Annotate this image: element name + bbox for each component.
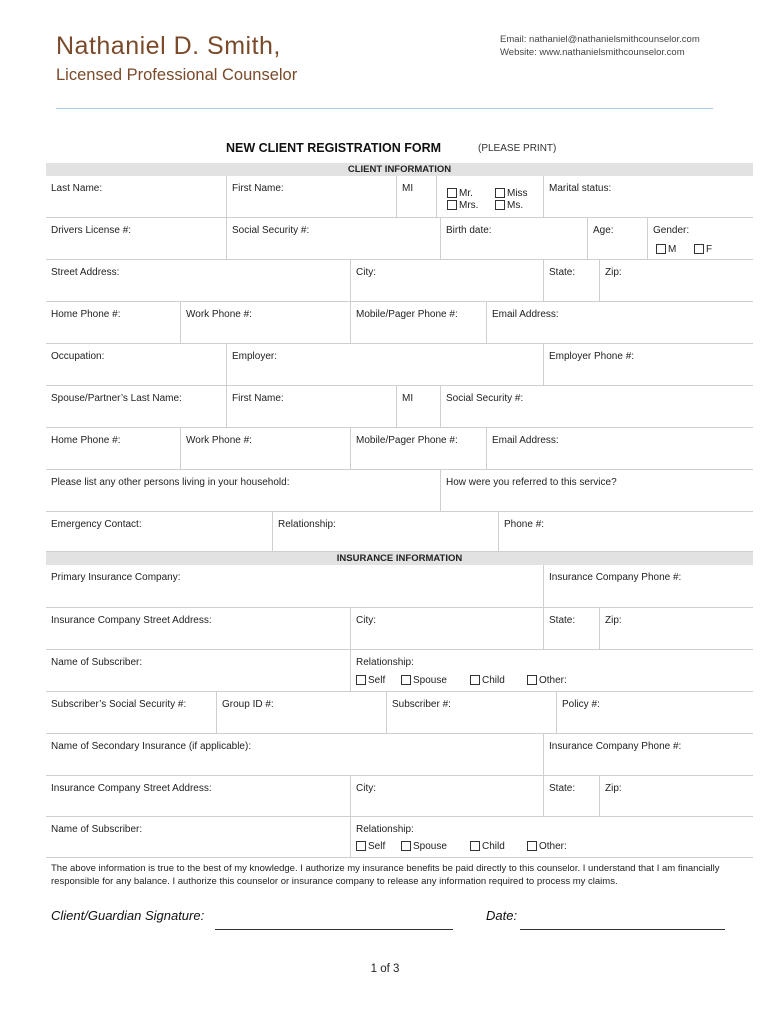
option-child[interactable] [470, 675, 505, 686]
counselor-title: Licensed Professional Counselor [56, 66, 298, 84]
insurance-street-field[interactable]: Insurance Company Street Address: [46, 608, 350, 650]
option-label: Self [368, 841, 386, 852]
subscriber-relationship-field: Relationship: [350, 650, 753, 692]
contact-website: Website: www.nathanielsmithcounselor.com [500, 47, 685, 58]
option-miss[interactable] [495, 188, 528, 199]
option-label: Child [482, 675, 505, 686]
option-self-2[interactable] [356, 841, 385, 852]
emergency-phone-field[interactable]: Phone #: [498, 512, 753, 552]
option-label: Other: [539, 675, 567, 686]
option-mrs[interactable] [447, 200, 478, 211]
spouse-work-phone-field[interactable]: Work Phone #: [180, 428, 350, 470]
primary-insurance-field[interactable]: Primary Insurance Company: [46, 565, 543, 608]
checkbox-icon[interactable] [356, 675, 366, 685]
marital-status-field[interactable]: Marital status: [543, 176, 753, 218]
insurance-section-header: INSURANCE INFORMATION [46, 552, 753, 565]
authorization-statement: The above information is true to the best of my knowledge. I authorize my insurance benefits be paid directly to this counselor. I understand that I am financially responsible for any balance. I authorize this counselor or insurance company to release any information required to process my claims. [51, 863, 720, 887]
insurance-state-field[interactable]: State: [543, 608, 599, 650]
header-divider [56, 108, 713, 109]
page-number: 1 of 3 [370, 963, 400, 975]
last-name-field[interactable]: Last Name: [46, 176, 226, 218]
checkbox-icon[interactable] [694, 244, 704, 254]
option-mr[interactable] [447, 188, 473, 199]
date-label: Date: [486, 908, 518, 923]
secondary-relationship-field: Relationship: [350, 817, 753, 858]
occupation-field[interactable]: Occupation: [46, 344, 226, 386]
option-self[interactable] [356, 675, 385, 686]
checkbox-icon[interactable] [470, 841, 480, 851]
checkbox-icon[interactable] [356, 841, 366, 851]
spouse-mi-field[interactable]: MI [396, 386, 440, 428]
zip-field[interactable]: Zip: [599, 260, 753, 302]
employer-phone-field[interactable]: Employer Phone #: [543, 344, 753, 386]
counselor-name: Nathaniel D. Smith, [56, 32, 281, 60]
option-label: Other: [539, 841, 567, 852]
option-label: M [668, 244, 677, 255]
mi-field[interactable]: MI [396, 176, 436, 218]
state-field[interactable]: State: [543, 260, 599, 302]
signature-line[interactable] [215, 929, 453, 930]
spouse-mobile-field[interactable]: Mobile/Pager Phone #: [350, 428, 486, 470]
form-note: (PLEASE PRINT) [478, 143, 557, 154]
policy-number-field[interactable]: Policy #: [556, 692, 753, 734]
date-line[interactable] [520, 929, 725, 930]
option-ms[interactable] [495, 200, 523, 211]
checkbox-icon[interactable] [495, 188, 505, 198]
checkbox-icon[interactable] [401, 841, 411, 851]
option-male[interactable] [656, 244, 676, 255]
emergency-relationship-field[interactable]: Relationship: [272, 512, 498, 552]
secondary-insurance-field[interactable]: Name of Secondary Insurance (if applicable): [46, 734, 543, 776]
city-field[interactable]: City: [350, 260, 543, 302]
checkbox-icon[interactable] [527, 841, 537, 851]
emergency-contact-field[interactable]: Emergency Contact: [46, 512, 272, 552]
checkbox-icon[interactable] [401, 675, 411, 685]
first-name-field[interactable]: First Name: [226, 176, 396, 218]
option-spouse[interactable] [401, 675, 447, 686]
home-phone-field[interactable]: Home Phone #: [46, 302, 180, 344]
secondary-city-field[interactable]: City: [350, 776, 543, 817]
secondary-subscriber-field[interactable]: Name of Subscriber: [46, 817, 350, 858]
option-label: Spouse [413, 675, 447, 686]
option-label: Miss [507, 188, 528, 199]
group-id-field[interactable]: Group ID #: [216, 692, 386, 734]
option-spouse-2[interactable] [401, 841, 447, 852]
household-field[interactable]: Please list any other persons living in your household: [46, 470, 440, 512]
signature-label: Client/Guardian Signature: [51, 908, 205, 923]
age-field[interactable]: Age: [587, 218, 647, 260]
option-label: Mrs. [459, 200, 479, 211]
secondary-zip-field[interactable]: Zip: [599, 776, 753, 817]
option-label: Ms. [507, 200, 524, 211]
ssn-field[interactable]: Social Security #: [226, 218, 440, 260]
spouse-ssn-field[interactable]: Social Security #: [440, 386, 753, 428]
option-label: Mr. [459, 188, 473, 199]
secondary-insurance-phone-field[interactable]: Insurance Company Phone #: [543, 734, 753, 776]
checkbox-icon[interactable] [495, 200, 505, 210]
client-section-header: CLIENT INFORMATION [46, 163, 753, 176]
secondary-street-field[interactable]: Insurance Company Street Address: [46, 776, 350, 817]
insurance-city-field[interactable]: City: [350, 608, 543, 650]
option-other-2[interactable] [527, 841, 567, 852]
form-title: NEW CLIENT REGISTRATION FORM [226, 141, 442, 155]
option-other[interactable] [527, 675, 567, 686]
work-phone-field[interactable]: Work Phone #: [180, 302, 350, 344]
spouse-email-field[interactable]: Email Address: [486, 428, 753, 470]
mobile-phone-field[interactable]: Mobile/Pager Phone #: [350, 302, 486, 344]
subscriber-name-field[interactable]: Name of Subscriber: [46, 650, 350, 692]
option-label: Spouse [413, 841, 447, 852]
drivers-license-field[interactable]: Drivers License #: [46, 218, 226, 260]
street-address-field[interactable]: Street Address: [46, 260, 350, 302]
employer-field[interactable]: Employer: [226, 344, 543, 386]
option-label: Child [482, 841, 505, 852]
gender-field: Gender: [647, 218, 753, 260]
checkbox-icon[interactable] [656, 244, 666, 254]
option-female[interactable] [694, 244, 712, 255]
subscriber-ssn-field[interactable]: Subscriber’s Social Security #: [46, 692, 216, 734]
checkbox-icon[interactable] [447, 188, 457, 198]
contact-email: Email: nathaniel@nathanielsmithcounselor.com [500, 34, 700, 45]
referral-field[interactable]: How were you referred to this service? [440, 470, 753, 512]
option-child-2[interactable] [470, 841, 505, 852]
checkbox-icon[interactable] [470, 675, 480, 685]
insurance-zip-field[interactable]: Zip: [599, 608, 753, 650]
spouse-first-name-field[interactable]: First Name: [226, 386, 396, 428]
email-field[interactable]: Email Address: [486, 302, 753, 344]
birth-date-field[interactable]: Birth date: [440, 218, 587, 260]
secondary-state-field[interactable]: State: [543, 776, 599, 817]
spouse-last-name-field[interactable]: Spouse/Partner’s Last Name: [46, 386, 226, 428]
checkbox-icon[interactable] [527, 675, 537, 685]
checkbox-icon[interactable] [447, 200, 457, 210]
option-label: F [706, 244, 713, 255]
subscriber-number-field[interactable]: Subscriber #: [386, 692, 556, 734]
insurance-phone-field[interactable]: Insurance Company Phone #: [543, 565, 753, 608]
option-label: Self [368, 675, 386, 686]
spouse-home-phone-field[interactable]: Home Phone #: [46, 428, 180, 470]
